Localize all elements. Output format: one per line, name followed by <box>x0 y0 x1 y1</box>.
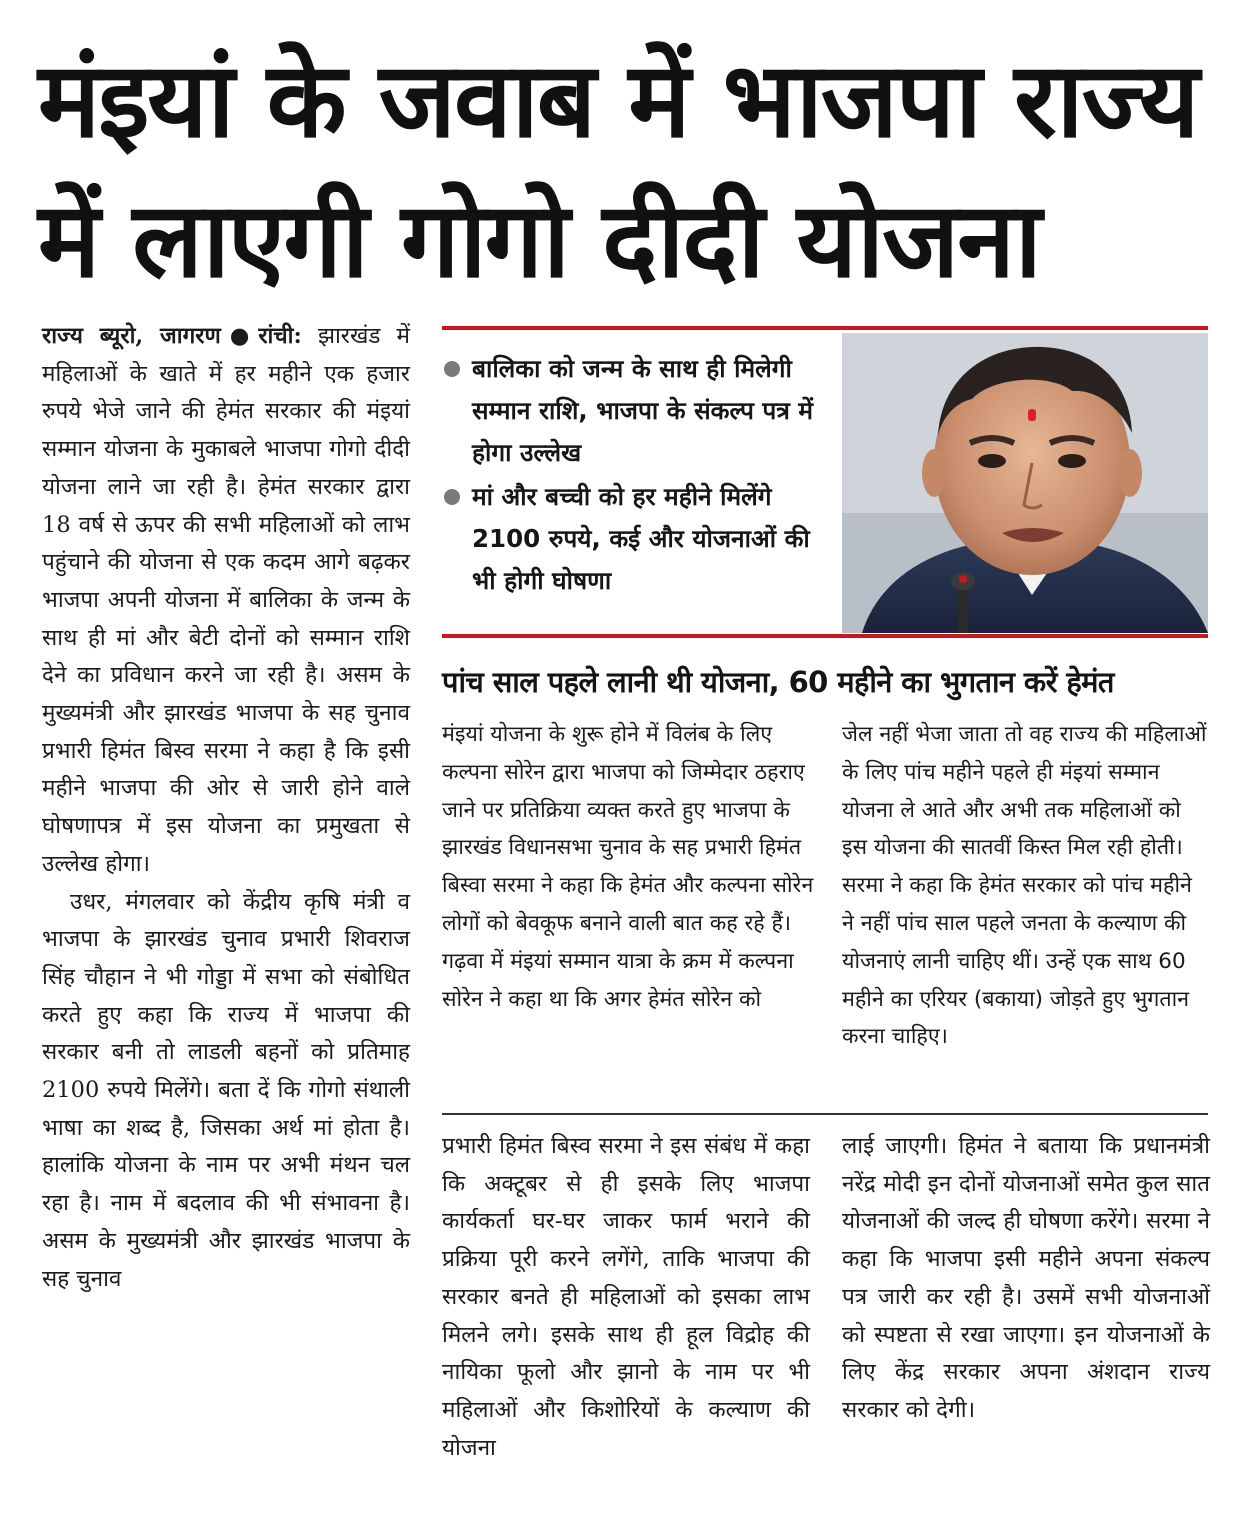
headline <box>38 30 1228 310</box>
black-divider <box>442 1113 1208 1115</box>
highlights-box <box>442 348 827 604</box>
middle-column-1-text: मंइयां योजना के शुरू होने में विलंब के लिए कल्पना सोरेन द्वारा भाजपा को जिम्मेदार ठहराए जाने पर प्रतिक्रिया व्यक्त करते हुए भाजपा के झारखंड विधानसभा चुनाव के सह प्रभारी हिमंत बिस्वा सरमा ने कहा कि हेमंत और कल्पना सोरेन लोगों को बेवकूफ बनाने वाली बात कह रहे हैं। गढ़वा में मंइयां सम्मान यात्रा के क्रम में कल्पना सोरेन ने कहा था कि अगर हेमंत सोरेन को <box>442 722 814 1012</box>
middle-column-1 <box>442 716 814 1018</box>
highlight-item <box>442 476 827 602</box>
left-paragraph-1-text: झारखंड में महिलाओं के खाते में हर महीने एक हजार रुपये भेजे जाने की हेमंत सरकार की मंइयां सम्मान योजना के मुकाबले भाजपा गोगो दीदी योजना लाने जा रही है। हेमंत सरकार द्वारा 18 वर्ष से ऊपर की सभी महिलाओं को लाभ पहुंचाने की योजना से एक कदम आगे बढ़कर भाजपा अपनी योजना में बालिका के जन्म के साथ ही मां और बेटी दोनों को सम्मान राशि देने का प्रविधान करने जा रही है। असम के मुख्यमंत्री और झारखंड भाजपा के सह चुनाव प्रभारी हिमंत बिस्व सरमा ने कहा है कि इसी महीने भाजपा की ओर से जारी होने वाले घोषणापत्र में इस योजना का प्रमुखता से उल्लेख होगा। <box>42 323 411 877</box>
bottom-column-2-text: लाई जाएगी। हिमंत ने बताया कि प्रधानमंत्री नरेंद्र मोदी इन दोनों योजनाओं समेत कुल सात योजनाओं की जल्द ही घोषणा करेंगे। सरमा ने कहा कि भाजपा इसी महीने अपना संकल्प पत्र जारी कर रही है। उसमें सभी योजनाओं को स्पष्टता से रखा जाएगा। इन योजनाओं के लिए केंद्र सरकार अपना अंशदान राज्य सरकार को देगी। <box>842 1133 1210 1423</box>
headline-line-1: मंइयां के जवाब में भाजपा राज्य <box>38 39 1198 161</box>
bottom-column-1 <box>442 1128 810 1467</box>
portrait-photo <box>842 333 1208 633</box>
bullet-icon <box>444 361 460 377</box>
highlight-text: बालिका को जन्म के साथ ही मिलेगी सम्मान राशि, भाजपा के संकल्प पत्र में होगा उल्लेख <box>472 354 814 467</box>
left-paragraph-1 <box>42 318 410 884</box>
bottom-column-1-text: प्रभारी हिमंत बिस्व सरमा ने इस संबंध में कहा कि अक्टूबर से ही इसके लिए भाजपा कार्यकर्ता घर-घर जाकर फार्म भराने की प्रक्रिया पूरी करने लगेंगे, ताकि भाजपा की सरकार बनते ही महिलाओं को इसका लाभ मिलने लगे। इसके साथ ही हूल विद्रोह की नायिका फूलो और झानो के नाम पर भी महिलाओं और किशोरियों के कल्याण की योजना <box>442 1133 810 1461</box>
red-divider-middle <box>442 634 1208 638</box>
highlight-item <box>442 348 827 474</box>
middle-column-2-text: जेल नहीं भेजा जाता तो वह राज्य की महिलाओं के लिए पांच महीने पहले ही मंइयां सम्मान योजना ले आते और अभी तक महिलाओं को इस योजना की सातवीं किस्त मिल रही होती। सरमा ने कहा कि हेमंत सरकार को पांच महीने ने नहीं पांच साल पहले जनता के कल्याण की योजनाएं लानी चाहिए थीं। उन्हें एक साथ 60 महीने का एरियर (बकाया) जोड़ते हुए भुगतान करना चाहिए। <box>842 722 1207 1050</box>
middle-column-2 <box>842 716 1210 1056</box>
portrait-illustration <box>842 333 1208 633</box>
left-paragraph-2: उधर, मंगलवार को केंद्रीय कृषि मंत्री व भाजपा के झारखंड चुनाव प्रभारी शिवराज सिंह चौहान ने भी गोड्डा में सभा को संबोधित करते हुए कहा कि राज्य में भाजपा की सरकार बनी तो लाडली बहनों को प्रतिमाह 2100 रुपये मिलेंगे। बता दें कि गोगो संथाली भाषा का शब्द है, जिसका अर्थ मां होता है। हालांकि योजना के नाम पर अभी मंथन चल रहा है। नाम में बदलाव की भी संभावना है। असम के मुख्यमंत्री और झारखंड भाजपा के सह चुनाव <box>42 888 410 1292</box>
highlight-text: मां और बच्ची को हर महीने मिलेंगे 2100 रुपये, कई और योजनाओं की भी होगी घोषणा <box>472 482 810 595</box>
bottom-column-2 <box>842 1128 1210 1430</box>
left-column <box>42 318 410 1298</box>
bullet-icon <box>444 489 460 505</box>
dateline: राज्य ब्यूरो, जागरण●रांची: <box>42 323 302 349</box>
headline-line-2: में लाएगी गोगो दीदी योजना <box>38 179 1040 301</box>
red-divider-top <box>442 326 1208 330</box>
subheading: पांच साल पहले लानी थी योजना, 60 महीने का भुगतान करें हेमंत <box>442 665 1114 699</box>
